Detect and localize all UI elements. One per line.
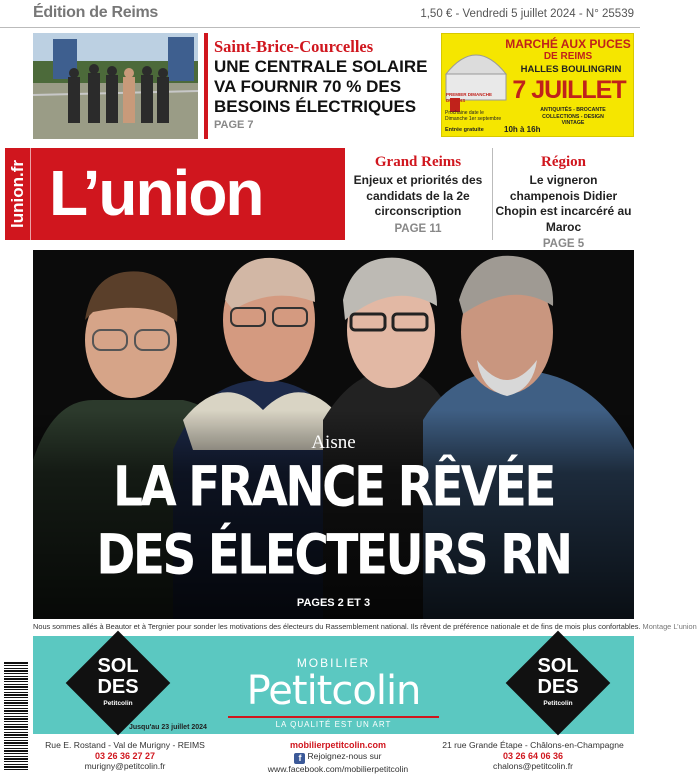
store-phone[interactable]: 03 26 64 06 36 bbox=[502, 750, 564, 761]
flea-market-ad[interactable] bbox=[441, 33, 634, 137]
masthead-logo[interactable] bbox=[5, 148, 345, 240]
barcode bbox=[4, 662, 28, 770]
social-label: Rejoignez-nous sur bbox=[307, 750, 382, 761]
nav-page: PAGE 11 bbox=[394, 222, 442, 235]
nav-page: PAGE 5 bbox=[542, 238, 585, 250]
site-url[interactable]: lunion.fr bbox=[8, 160, 27, 228]
store-email[interactable]: murigny@petitcolin.fr bbox=[84, 761, 166, 771]
edition-name: Édition de Reims bbox=[33, 4, 158, 21]
sale-line1: SOL bbox=[97, 655, 139, 677]
store-website[interactable]: mobilierpetitcolin.com bbox=[289, 740, 386, 750]
newspaper-title: L’union bbox=[49, 157, 263, 229]
main-story[interactable] bbox=[33, 250, 634, 619]
store-chalons bbox=[438, 740, 628, 772]
nav-teaser-region[interactable] bbox=[492, 148, 634, 250]
ad-tagline: LA QUALITÉ EST UN ART bbox=[275, 720, 392, 729]
nav-headline: Enjeux et priorités des candidats de la 2e circonscription bbox=[353, 173, 483, 218]
ad-mobilier-label: MOBILIER bbox=[296, 656, 371, 670]
furniture-ad[interactable] bbox=[33, 636, 634, 774]
store-address: 21 rue Grande Étape - Châlons-en-Champagne bbox=[442, 740, 624, 750]
caption-text: Nous sommes allés à Beautor et à Tergnier pour sonder les motivations des électeurs du Rassemblement national. Ils rêvent de préférence nationale et de fins de mois plus confortables. bbox=[33, 622, 641, 631]
ad-entry: Entrée gratuite bbox=[445, 127, 484, 133]
teaser-page: PAGE 7 bbox=[214, 119, 254, 131]
top-teaser[interactable] bbox=[33, 33, 433, 139]
sale-line2: DES bbox=[537, 676, 579, 698]
store-online bbox=[243, 740, 433, 774]
facebook-icon: f bbox=[294, 753, 305, 764]
ad-divider bbox=[228, 716, 439, 718]
ad-title-line1: MARCHÉ AUX PUCES bbox=[505, 37, 631, 51]
teaser-town: Saint-Brice-Courcelles bbox=[214, 37, 374, 56]
store-phone[interactable]: 03 26 36 27 27 bbox=[94, 750, 156, 761]
teaser-headline[interactable]: UNE CENTRALE SOLAIRE VA FOURNIR 70 % DES BESOINS ÉLECTRIQUES bbox=[214, 57, 428, 116]
store-murigny bbox=[45, 740, 205, 772]
sale-badge-brand: Petitcolin bbox=[103, 700, 133, 707]
teaser-accent-bar bbox=[204, 33, 208, 139]
edition-bar bbox=[0, 0, 640, 28]
story-kicker: Aisne bbox=[311, 432, 356, 453]
sale-badge-brand: Petitcolin bbox=[543, 700, 573, 707]
main-headline-line1: LA FRANCE RÊVÉE bbox=[112, 454, 555, 520]
ad-title-line2: DE REIMS bbox=[543, 51, 593, 62]
sale-line2: DES bbox=[97, 676, 139, 698]
ad-hours: 10h à 16h bbox=[504, 125, 541, 134]
story-pages: PAGES 2 ET 3 bbox=[296, 597, 371, 609]
social-url[interactable]: www.facebook.com/mobilierpetitcolin bbox=[267, 763, 409, 774]
ad-date: 7 JUILLET bbox=[512, 76, 626, 104]
photo-caption bbox=[33, 622, 697, 631]
social-row[interactable] bbox=[243, 751, 433, 764]
ad-premier: PREMIER DIMANCHE DU MOIS bbox=[446, 92, 493, 103]
ad-venue: HALLES BOULINGRIN bbox=[520, 64, 622, 75]
store-email[interactable]: chalons@petitcolin.fr bbox=[493, 761, 573, 771]
ad-next-date: Prochaine date le Dimanche 1er septembre bbox=[445, 110, 502, 122]
nav-teaser-grand-reims[interactable] bbox=[350, 148, 486, 240]
main-headline-line2: DES ÉLECTEURS RN bbox=[96, 522, 571, 588]
teaser-photo bbox=[33, 33, 198, 139]
issue-info: 1,50 € - Vendredi 5 juillet 2024 - N° 25539 bbox=[420, 8, 634, 20]
nav-headline: Le vigneron champenois Didier Chopin est incarcéré au Maroc bbox=[495, 173, 632, 234]
store-address: Rue E. Rostand - Val de Murigny - REIMS bbox=[45, 740, 205, 750]
sale-line1: SOL bbox=[537, 655, 579, 677]
site-label-strip bbox=[5, 148, 31, 240]
photo-credit: Montage L’union bbox=[642, 622, 697, 631]
nav-category: Grand Reims bbox=[374, 154, 462, 170]
ad-brand-name: Petitcolin bbox=[246, 668, 421, 714]
sale-end-date: Jusqu'au 23 juillet 2024 bbox=[129, 724, 207, 731]
ad-categories: ANTIQUITÉS - BROCANTE COLLECTIONS - DESIGN VINTAGE bbox=[540, 107, 606, 126]
nav-category: Région bbox=[541, 154, 586, 170]
